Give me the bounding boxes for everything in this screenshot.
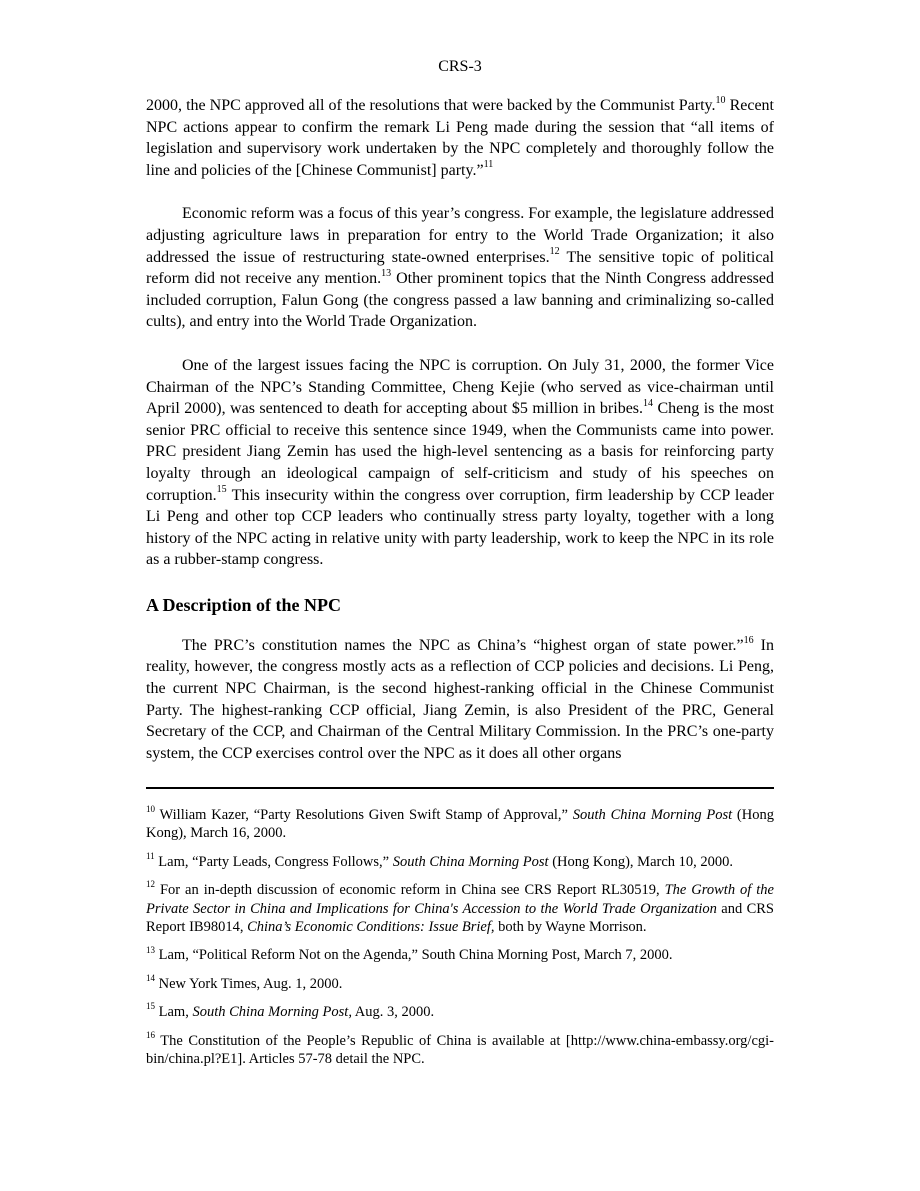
paragraphs xyxy=(146,95,774,571)
section-heading: A Description of the NPC xyxy=(146,594,341,615)
text-run: (Hong Kong), March 10, 2000. xyxy=(548,853,734,870)
text-run: The sensitive topic of political reform did not receive any mention. xyxy=(146,248,775,288)
text-run: both by Wayne Morrison. xyxy=(494,919,647,936)
text-run: Other prominent topics that the Ninth Congress addressed included corruption, Falun Gong (the congress passed a law banning and criminalizing so-called cults), and entry into the World Trade Organization. xyxy=(146,270,775,331)
text-run: One of the largest issues facing the NPC is corruption. On July 31, 2000, the former Vice Chairman of the NPC’s Standing Committee, Cheng Kejie (who served as vice-chairman until April 2000), was sentenced to death for accepting about $5 million in bribes. xyxy=(146,356,774,418)
footnote-ref: 12 xyxy=(549,246,560,258)
footnote-number: 15 xyxy=(146,1001,155,1012)
text-run: For an in-depth discussion of economic reform in China see CRS Report RL30519, xyxy=(155,882,665,899)
paragraph xyxy=(146,203,774,333)
body-text xyxy=(146,95,774,786)
footnote-ref: 14 xyxy=(643,397,654,409)
footnote-number: 13 xyxy=(146,944,155,955)
text-run: Cheng is the most senior PRC official to receive this sentence since 1949, when the Communists came into power. PRC president Jiang Zemin has used the high-level sentencing as a basis for reinforcing party loyalty through an ideological campaign of self-criticism and study of his speeches on corruption. xyxy=(146,400,775,504)
text-run: The PRC’s constitution names the NPC as China’s “highest organ of state power.” xyxy=(182,636,744,654)
text-run: The Constitution of the People’s Republic of China is available at [http://www.china-embassy.org/cgi-bin/china.pl?E1]. Articles 57-78 detail the NPC. xyxy=(146,1032,774,1068)
footnotes xyxy=(146,806,774,1078)
text-run: and CRS Report IB98014, xyxy=(146,900,774,936)
footnote-12 xyxy=(146,881,774,936)
italic-text: The Growth of the Private Sector in China and Implications for China's Accession to the World Trade Organization xyxy=(146,882,774,917)
text-run: 2000, the NPC approved all of the resolutions that were backed by the Communist Party. xyxy=(146,97,716,114)
footnote-number: 12 xyxy=(146,879,155,890)
text-run: New York Times, Aug. 1, 2000. xyxy=(155,975,343,992)
footnote-10 xyxy=(146,806,774,843)
text-run: This insecurity within the congress over corruption, firm leadership by CCP leader Li Peng and other top CCP leaders who continually stress party loyalty, together with a long history of the NPC acting in relative unity with party leadership, work to keep the NPC in its role as a rubber-stamp congress. xyxy=(146,486,774,569)
page-header: CRS-3 xyxy=(438,58,482,75)
italic-text: China’s Economic Conditions: Issue Brief, xyxy=(247,919,495,936)
footnote-15 xyxy=(146,1003,774,1021)
text-run: Economic reform was a focus of this year’s congress. For example, the legislature addressed adjusting agriculture laws in preparation for entry to the World Trade Organization; it also addressed the issue of restructuring state-owned enterprises. xyxy=(146,205,774,266)
text-run: Lam, xyxy=(155,1004,193,1021)
text-run: Lam, “Party Leads, Congress Follows,” xyxy=(154,853,393,870)
paragraph xyxy=(146,355,774,571)
footnote-number: 11 xyxy=(146,850,155,861)
footnote-13 xyxy=(146,946,774,964)
text-run: (Hong Kong), March 16, 2000. xyxy=(146,807,774,842)
text-run: In reality, however, the congress mostly acts as a reflection of CCP policies and decisions. Li Peng, the current NPC Chairman, is the second highest-ranking official in the Chinese Communist Party. The highest-ranking CCP official, Jiang Zemin, is also President of the PRC, General Secretary of the CCP, and Chairman of the Central Military Commission. In the PRC’s one-party system, the CCP exercises control over the NPC as it does all other organs xyxy=(146,636,775,762)
section-paragraphs xyxy=(146,635,774,765)
text-run: Aug. 3, 2000. xyxy=(351,1004,435,1021)
footnote-divider xyxy=(146,787,774,789)
italic-text: South China Morning Post xyxy=(572,807,733,823)
paragraph xyxy=(146,635,774,765)
footnote-number: 10 xyxy=(146,804,155,815)
italic-text: South China Morning Post, xyxy=(192,1004,352,1021)
footnote-number: 14 xyxy=(146,973,155,984)
footnote-number: 16 xyxy=(146,1029,155,1040)
footnote-ref: 13 xyxy=(381,267,392,279)
paragraph xyxy=(146,95,774,181)
italic-text: South China Morning Post xyxy=(392,853,549,870)
text-run: Lam, “Political Reform Not on the Agenda,” South China Morning Post, March 7, 2000. xyxy=(155,947,673,964)
footnote-ref: 11 xyxy=(483,159,494,171)
footnote-14 xyxy=(146,975,774,993)
footnote-11 xyxy=(146,850,774,871)
footnote-ref: 10 xyxy=(715,94,726,106)
footnote-16 xyxy=(146,1029,774,1069)
footnote-ref: 15 xyxy=(216,484,227,496)
text-run: William Kazer, “Party Resolutions Given Swift Stamp of Approval,” xyxy=(155,807,573,823)
text-run: Recent NPC actions appear to confirm the remark Li Peng made during the session that “all items of legislation and supervisory work undertaken by the NPC completely and thoroughly follow the line and policies of the [Chinese Communist] party.” xyxy=(146,97,774,179)
footnote-ref: 16 xyxy=(743,634,754,646)
